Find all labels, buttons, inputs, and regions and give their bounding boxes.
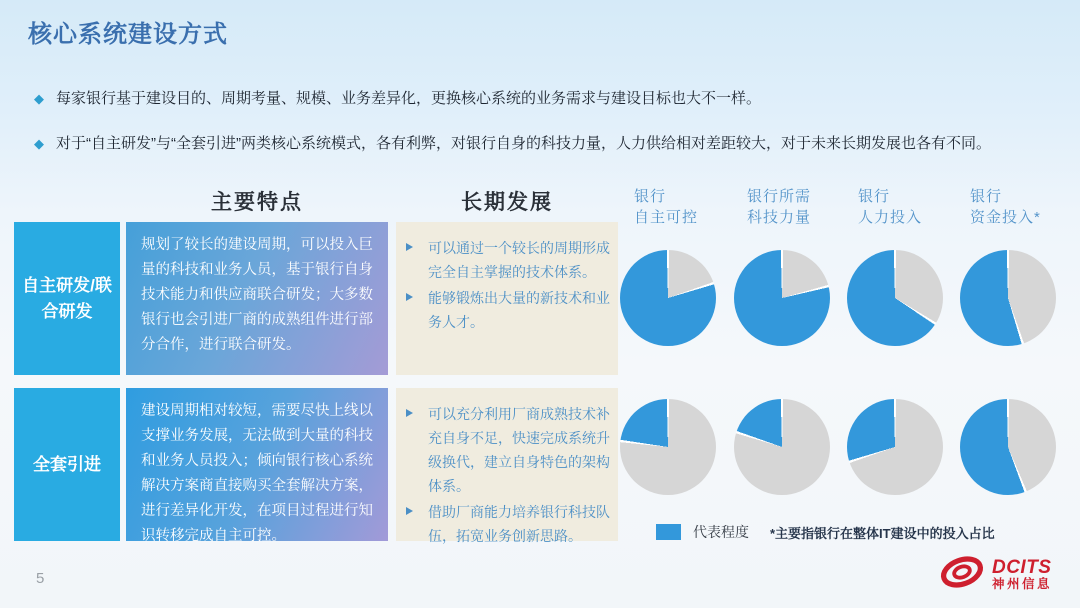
row-label-self-development: 自主研发/联合研发	[14, 222, 120, 375]
logo-text	[992, 558, 1052, 591]
arrow-bullet-icon	[406, 507, 413, 515]
arrow-bullet-icon	[406, 243, 413, 251]
pie-header-line: 人力投入	[858, 209, 923, 226]
legend	[656, 522, 749, 542]
pie-column-header-autonomy	[634, 186, 698, 228]
list-item	[402, 500, 610, 548]
legend-label: 代表程度	[693, 524, 749, 540]
pie-chart-manpower-selfdev	[847, 250, 943, 346]
pie-column-header-capital	[970, 186, 1041, 228]
row-features-self-development: 规划了较长的建设周期，可以投入巨量的科技和业务人员，基于银行自身技术能力和供应商联合研发；大多数银行也会引进厂商的成熟组件进行部分合作，进行联合研发。	[126, 222, 388, 375]
pie-chart-capital-selfdev	[960, 250, 1056, 346]
row-features-full-introduction: 建设周期相对较短，需要尽快上线以支撑业务发展，无法做到大量的科技和业务人员投入；倾向银行核心系统解决方案商直接购买全套解决方案，进行差异化开发，在项目过程进行知识转移完成自主可控。	[126, 388, 388, 541]
intro-bullet-1-text: 每家银行基于建设目的、周期考量、规模、业务差异化，更换核心系统的业务需求与建设目标也大不一样。	[56, 90, 762, 107]
development-point: 能够锻炼出大量的新技术和业务人才。	[428, 290, 610, 331]
row-development-full-introduction	[396, 388, 618, 545]
pie-chart-tech-power-fullintro	[734, 399, 830, 495]
pie-chart-tech-power-selfdev	[734, 250, 830, 346]
company-logo	[938, 551, 1052, 598]
chart-footnote: *主要指银行在整体IT建设中的投入占比	[770, 526, 995, 541]
row-development-self-development	[396, 222, 618, 375]
pie-header-line: 银行	[970, 188, 1003, 205]
development-point: 可以通过一个较长的周期形成完全自主掌握的技术体系。	[428, 240, 610, 281]
pie-header-line: 银行所需	[747, 188, 812, 205]
list-item	[402, 236, 610, 284]
pie-chart-autonomy-fullintro	[620, 399, 716, 495]
pie-header-line: 银行	[858, 188, 891, 205]
list-item	[402, 402, 610, 498]
pie-header-line: 自主可控	[634, 209, 699, 226]
development-point: 可以充分利用厂商成熟技术补充自身不足，快速完成系统升级换代，建立自身特色的架构体系。	[428, 406, 610, 495]
page-title: 核心系统建设方式	[28, 21, 228, 48]
pie-chart-capital-fullintro	[960, 399, 1056, 495]
dcits-swirl-icon	[938, 551, 986, 598]
pie-header-line: 科技力量	[747, 209, 812, 226]
development-list	[402, 236, 610, 334]
pie-header-line: 资金投入*	[970, 209, 1041, 226]
legend-swatch	[656, 524, 681, 540]
row-label-full-introduction: 全套引进	[14, 388, 120, 541]
page-number: 5	[36, 570, 45, 587]
logo-name: DCITS	[991, 556, 1052, 578]
development-point: 借助厂商能力培养银行科技队伍，拓宽业务创新思路。	[428, 504, 610, 545]
intro-bullet-1	[34, 89, 1044, 109]
list-item	[402, 286, 610, 334]
diamond-bullet-icon: ◆	[34, 136, 44, 151]
column-header-development: 长期发展	[461, 191, 553, 214]
development-list	[402, 402, 610, 548]
diamond-bullet-icon: ◆	[34, 91, 44, 106]
pie-chart-manpower-fullintro	[847, 399, 943, 495]
intro-bullet-2-text: 对于“自主研发”与“全套引进”两类核心系统模式，各有利弊，对银行自身的科技力量，人力供给相对差距较大，对于未来长期发展也各有不同。	[56, 135, 991, 152]
column-header-features: 主要特点	[211, 191, 303, 214]
pie-column-header-manpower	[858, 186, 922, 228]
pie-column-header-tech-power	[747, 186, 811, 228]
pie-header-line: 银行	[634, 188, 667, 205]
logo-subtitle: 神州信息	[991, 576, 1052, 591]
pie-chart-autonomy-selfdev	[620, 250, 716, 346]
intro-bullet-2	[34, 134, 1044, 154]
arrow-bullet-icon	[406, 409, 413, 417]
arrow-bullet-icon	[406, 293, 413, 301]
